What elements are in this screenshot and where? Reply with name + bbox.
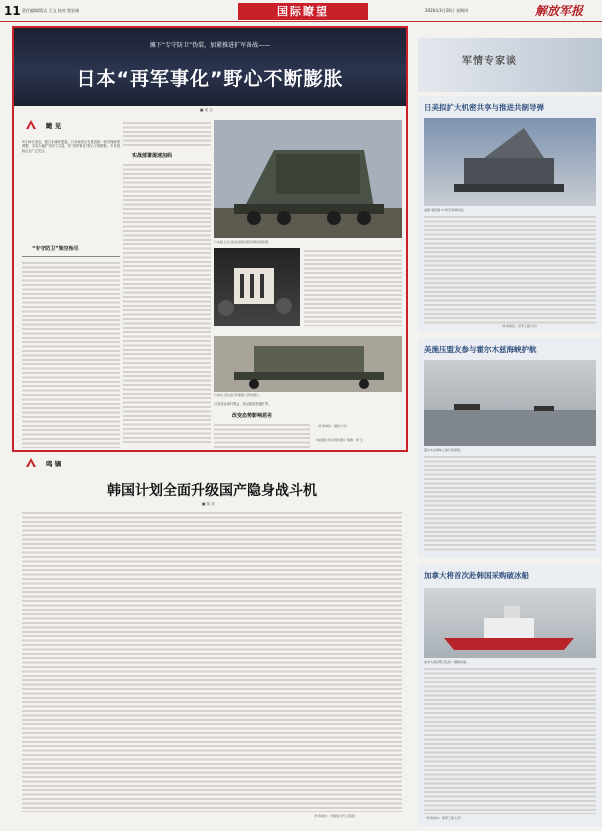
expert-column-title: 军情专家谈: [462, 56, 517, 67]
column-3b-body: [214, 424, 310, 448]
column-2-top-body: [123, 122, 211, 146]
page-number: 11: [4, 4, 21, 18]
protest-caption: 日本民众举行集会，抗议政府加速扩军。: [214, 402, 272, 406]
column-2-body: [123, 164, 211, 444]
right-box-2-body: [424, 456, 596, 552]
column-3-body: [304, 250, 402, 326]
right-box-1-caption: 美国“爱国者-3”防空导弹系统。: [424, 208, 467, 212]
column-1-body: [22, 262, 120, 448]
missile-launcher-photo: [214, 120, 402, 238]
editor-line: 责任编辑/版式 王文 校对 程宏刚: [22, 8, 80, 13]
subhead-3: 改变态势影响恶劣: [232, 413, 273, 419]
issue-date: 2026年3月26日 星期四: [425, 8, 469, 13]
masthead-logo: 解放军报: [535, 4, 584, 18]
photo-credit: 本版图片均为资料图片 制图：周 玉: [316, 438, 363, 442]
right-box-1-body: [424, 216, 596, 324]
right-box-1-title: 日美拟扩大机密共享与推进共制导弹: [424, 103, 544, 112]
bottom-column-label: 鸣 镝: [46, 460, 62, 468]
protest-illustration: [214, 248, 300, 326]
photo-caption-1: 日本陆上自卫队装备的远程导弹发射装置。: [214, 240, 272, 244]
banner-subtitle: 摊下“专守防卫”伪装，加紧推进扩军备战——: [149, 42, 271, 49]
icebreaker-illustration: [424, 588, 596, 658]
main-article-banner: [14, 28, 406, 106]
right-box-3-footer: （作者单位：海军工程大学）: [424, 816, 464, 820]
lead-paragraph: 3月16日消息，据日本媒体透露，日本政府正在推进新一轮安保政策调整，寻求大幅扩充防卫力量，其“再军事化”野心不断膨胀，引发国际社会广泛关注。: [22, 140, 120, 153]
author-note: （作者单位：国防大学）: [316, 424, 350, 428]
bottom-article-title: 韩国计划全面升级国产隐身战斗机: [107, 483, 317, 499]
bottom-article-body: [22, 512, 402, 812]
right-box-3-title: 加拿大将首次赴韩国采购破冰船: [424, 571, 529, 580]
military-vehicle-illustration: [214, 336, 402, 392]
protest-photo: [214, 248, 300, 326]
right-box-2-caption: 霍尔木兹海峡上航行的商船。: [424, 448, 464, 452]
right-box-2-photo: [424, 360, 596, 446]
right-box-1-author: （作者单位：空军工程大学）: [500, 324, 540, 328]
subhead-1: “专守防卫”架空殆尽: [32, 246, 79, 252]
strait-ships-illustration: [424, 360, 596, 446]
divider: [22, 256, 120, 257]
section-title: 国际瞭望: [238, 3, 368, 20]
right-box-1-photo: [424, 118, 596, 206]
photo-caption-3: 日本自卫队进行军事演习资料图片。: [214, 393, 263, 397]
bottom-author-note: （作者单位：中国航天科工集团）: [312, 814, 358, 818]
right-box-3-photo: [424, 588, 596, 658]
military-vehicle-photo: [214, 336, 402, 392]
column-label: 瞰 见: [46, 122, 62, 130]
bottom-column-mark-icon: [26, 458, 36, 467]
right-box-3-caption: 加拿大海岸警卫队的一艘破冰船。: [424, 660, 470, 664]
missile-system-illustration: [424, 118, 596, 206]
bottom-byline: ■ 陈 冲: [202, 502, 215, 506]
banner-title: 日本“再军事化”野心不断膨胀: [76, 68, 344, 90]
subhead-2: 实战部署提速加码: [132, 153, 173, 159]
missile-launcher-illustration: [214, 120, 402, 238]
right-box-3-body: [424, 668, 596, 814]
main-byline: ■ 周 玉: [200, 108, 213, 112]
right-box-2-title: 美施压盟友参与霍尔木兹海峡护航: [424, 345, 537, 354]
